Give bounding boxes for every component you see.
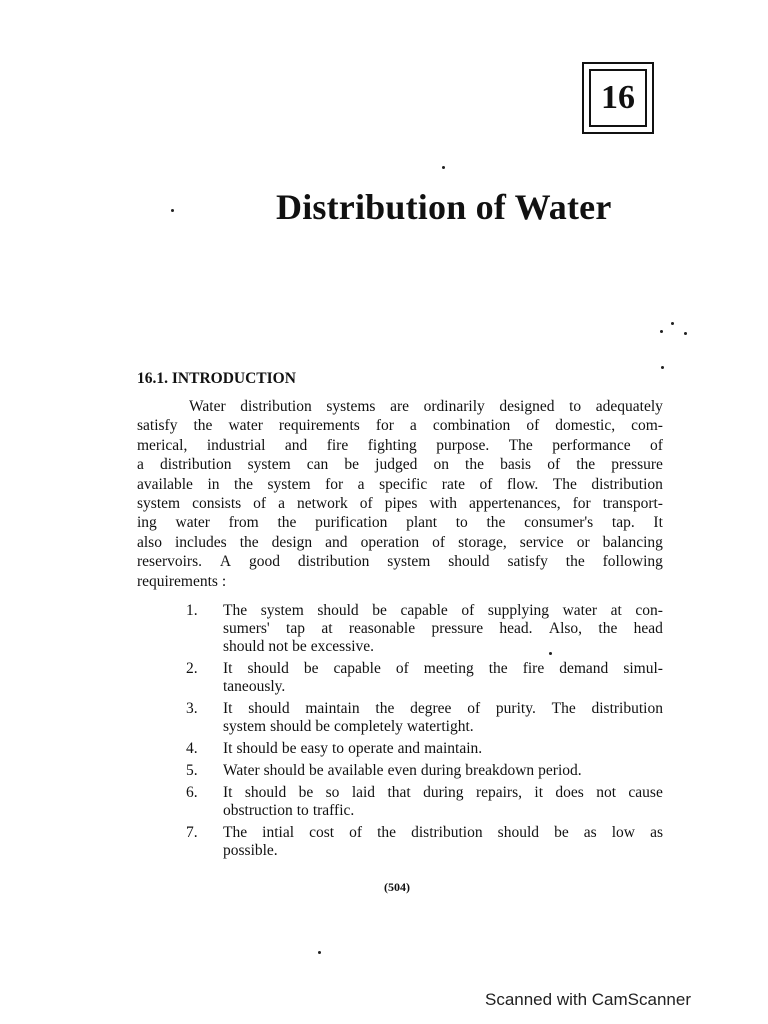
scanner-watermark: Scanned with CamScanner	[484, 990, 691, 1009]
requirement-item	[186, 762, 663, 780]
intro-line: also includes the design and operation of storage, service or balancing	[137, 533, 663, 551]
section-heading: 16.1. INTRODUCTION	[137, 370, 296, 387]
intro-line: ing water from the purification plant to the consumer's tap. It	[137, 514, 663, 532]
intro-line: Water distribution systems are ordinarily designed to adequately	[189, 398, 663, 415]
requirement-item	[186, 700, 663, 736]
requirement-line: sumers' tap at reasonable pressure head. Also, the head	[223, 620, 663, 637]
requirement-line: The intial cost of the distribution should be as low as	[223, 824, 663, 841]
requirement-item	[186, 602, 663, 656]
scan-speck	[442, 166, 445, 169]
requirement-number: 3.	[186, 700, 198, 717]
requirement-number: 1.	[186, 602, 198, 619]
intro-line: available in the system for a specific rate of flow. The distribution	[137, 475, 663, 493]
intro-paragraph	[137, 397, 663, 591]
requirement-item	[186, 824, 663, 860]
requirement-number: 2.	[186, 660, 198, 677]
scan-speck	[171, 209, 174, 212]
requirement-number: 7.	[186, 824, 198, 841]
requirement-line: possible.	[223, 842, 278, 859]
requirement-line: Water should be available even during breakdown period.	[223, 762, 582, 779]
scan-speck	[660, 330, 663, 333]
scan-speck	[671, 322, 674, 325]
requirement-number: 6.	[186, 784, 198, 801]
scan-speck	[549, 652, 552, 655]
requirement-line: It should be so laid that during repairs, it does not cause	[223, 784, 663, 801]
requirement-line: should not be excessive.	[223, 638, 375, 655]
requirement-number: 4.	[186, 740, 198, 757]
scan-speck	[318, 951, 321, 954]
requirement-line: It should maintain the degree of purity. The distribution	[223, 700, 663, 717]
intro-line: reservoirs. A good distribution system should satisfy the following	[137, 553, 663, 571]
requirements-list	[186, 602, 663, 864]
requirement-line: It should be capable of meeting the fire demand simul-	[223, 660, 663, 677]
chapter-title: Distribution of Water	[276, 187, 612, 227]
intro-line: system consists of a network of pipes with appertenances, for transport-	[137, 494, 663, 512]
requirement-number: 5.	[186, 762, 198, 779]
requirement-item	[186, 740, 663, 758]
chapter-number: 16	[589, 69, 647, 127]
requirement-line: It should be easy to operate and maintain.	[223, 740, 483, 757]
scan-speck	[684, 332, 687, 335]
requirement-item	[186, 784, 663, 820]
page-number: (504)	[384, 880, 410, 894]
requirement-line: taneously.	[223, 678, 286, 695]
requirement-line: system should be completely watertight.	[223, 718, 474, 735]
chapter-number-box	[582, 62, 654, 134]
intro-line: satisfy the water requirements for a combination of domestic, com-	[137, 417, 663, 435]
requirement-line: obstruction to traffic.	[223, 802, 355, 819]
intro-line: requirements :	[137, 572, 227, 590]
requirement-line: The system should be capable of supplying water at con-	[223, 602, 663, 619]
intro-line: a distribution system can be judged on the basis of the pressure	[137, 456, 663, 474]
scan-speck	[661, 366, 664, 369]
requirement-item	[186, 660, 663, 696]
intro-line: merical, industrial and fire fighting purpose. The performance of	[137, 436, 663, 454]
